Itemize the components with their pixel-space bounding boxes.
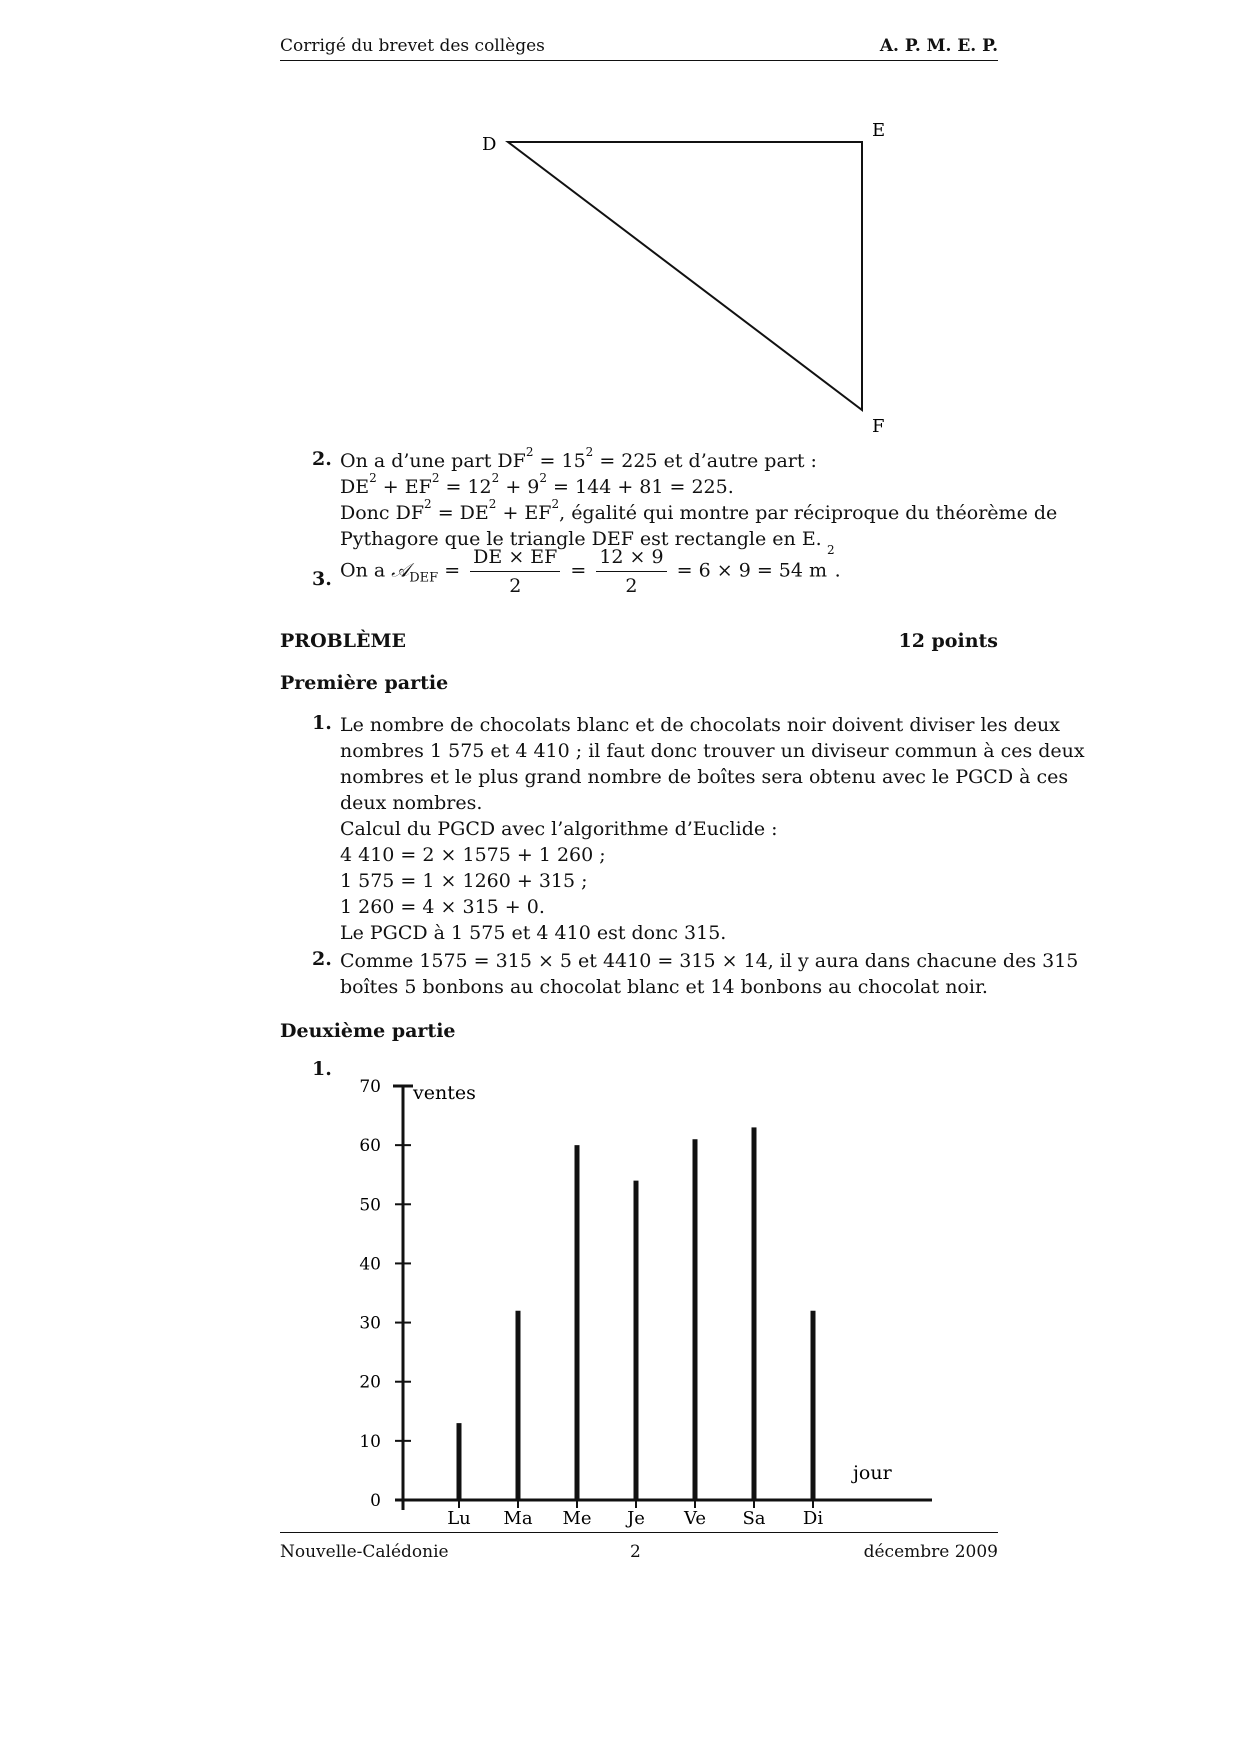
q2-line1: On a d’une part $DF^2 = 15^2 = 225$ et d’autre part :	[340, 445, 817, 472]
x-tick-label-lu: Lu	[447, 1508, 471, 1529]
x-tick-label-ma: Ma	[503, 1508, 533, 1529]
p1-item2-number: 2.	[312, 948, 332, 970]
y-tick-label: 60	[359, 1136, 381, 1157]
header-left: Corrigé du brevet des collèges	[280, 36, 545, 56]
p1-line: 4 410 = 2 × 1575 + 1 260 ;	[340, 844, 606, 866]
footer-right: décembre 2009	[863, 1542, 998, 1562]
partie1-title: Première partie	[280, 672, 449, 694]
y-tick-label: 70	[359, 1077, 381, 1097]
bar-di	[811, 1311, 816, 1500]
footer-page-number: 2	[630, 1542, 641, 1562]
bar-me	[575, 1145, 580, 1500]
y-tick-label: 50	[359, 1195, 381, 1216]
x-tick-label-je: Je	[627, 1508, 645, 1529]
probleme-title: PROBLÈME	[280, 630, 407, 652]
y-tick-label: 40	[359, 1254, 381, 1275]
p1-item1-number: 1.	[312, 712, 332, 734]
label-d: D	[482, 134, 497, 155]
bar-lu	[457, 1423, 462, 1500]
fraction-2: $\frac{12 \times 9}{2}$	[596, 546, 666, 597]
y-tick-label: 20	[359, 1372, 381, 1393]
p1-line: Calcul du PGCD avec l’algorithme d’Euclide :	[340, 818, 778, 840]
partie2-title: Deuxième partie	[280, 1020, 456, 1042]
p1-line: Le nombre de chocolats blanc et de chocolats noir doivent diviser les deux	[340, 714, 1060, 736]
q2-number: 2.	[312, 448, 332, 470]
q2-line2: $DE^2 + EF^2 = 12^2 + 9^2 = 144 + 81 = 225$.	[340, 471, 734, 498]
x-axis-label: jour	[853, 1462, 892, 1484]
footer-rule	[280, 1532, 998, 1533]
label-e: E	[872, 120, 886, 141]
header-right: A. P. M. E. P.	[879, 36, 998, 56]
x-tick-label-di: Di	[802, 1508, 824, 1529]
probleme-points: 12 points	[898, 630, 998, 652]
x-tick-label-sa: Sa	[742, 1508, 766, 1529]
y-tick-label: 0	[370, 1491, 381, 1511]
bar-sa	[752, 1127, 757, 1500]
p1-line: Le PGCD à 1 575 et 4 410 est donc 315.	[340, 922, 727, 944]
q2-line4: Pythagore que le triangle DEF est rectangle en E.	[340, 528, 822, 550]
y-tick-label: 10	[359, 1431, 381, 1452]
x-tick-label-me: Me	[562, 1508, 592, 1529]
x-tick-label-ve: Ve	[684, 1508, 706, 1529]
bar-ma	[516, 1311, 521, 1500]
fraction-1: $\frac{DE \times EF}{2}$	[470, 546, 560, 597]
p1-line: nombres 1 575 et 4 410 ; il faut donc trouver un diviseur commun à ces deux	[340, 740, 1085, 762]
p1-line: 1 260 = 4 × 315 + 0.	[340, 896, 545, 918]
p2-item1-number: 1.	[312, 1058, 332, 1080]
bar-ve	[693, 1139, 698, 1500]
p1-line: boîtes 5 bonbons au chocolat blanc et 14 bonbons au chocolat noir.	[340, 976, 988, 998]
q2-line3: Donc $DF^2 = DE^2 + EF^2$, égalité qui montre par réciproque du théorème de	[340, 497, 1058, 524]
bar-je	[634, 1181, 639, 1500]
y-axis-label: ventes	[413, 1082, 476, 1104]
q3-number: 3.	[312, 568, 332, 590]
p1-line: deux nombres.	[340, 792, 483, 814]
y-tick-label: 30	[359, 1313, 381, 1334]
p1-line: 1 575 = 1 × 1260 + 315 ;	[340, 870, 588, 892]
area-symbol: 𝒜	[391, 559, 410, 582]
q3-formula: On a 𝒜$_{DEF}$ = $\frac{DE \times EF}{2}$ = $\frac{12 \times 9}{2}$ = 6 × 9 = 54 $m^2$.	[340, 543, 841, 597]
p1-line: Comme 1575 = 315 × 5 et 4410 = 315 × 14, il y aura dans chacune des 315	[340, 950, 1079, 972]
footer-left: Nouvelle-Calédonie	[280, 1542, 449, 1562]
label-f: F	[872, 416, 885, 437]
p1-line: nombres et le plus grand nombre de boîtes sera obtenu avec le PGCD à ces	[340, 766, 1069, 788]
